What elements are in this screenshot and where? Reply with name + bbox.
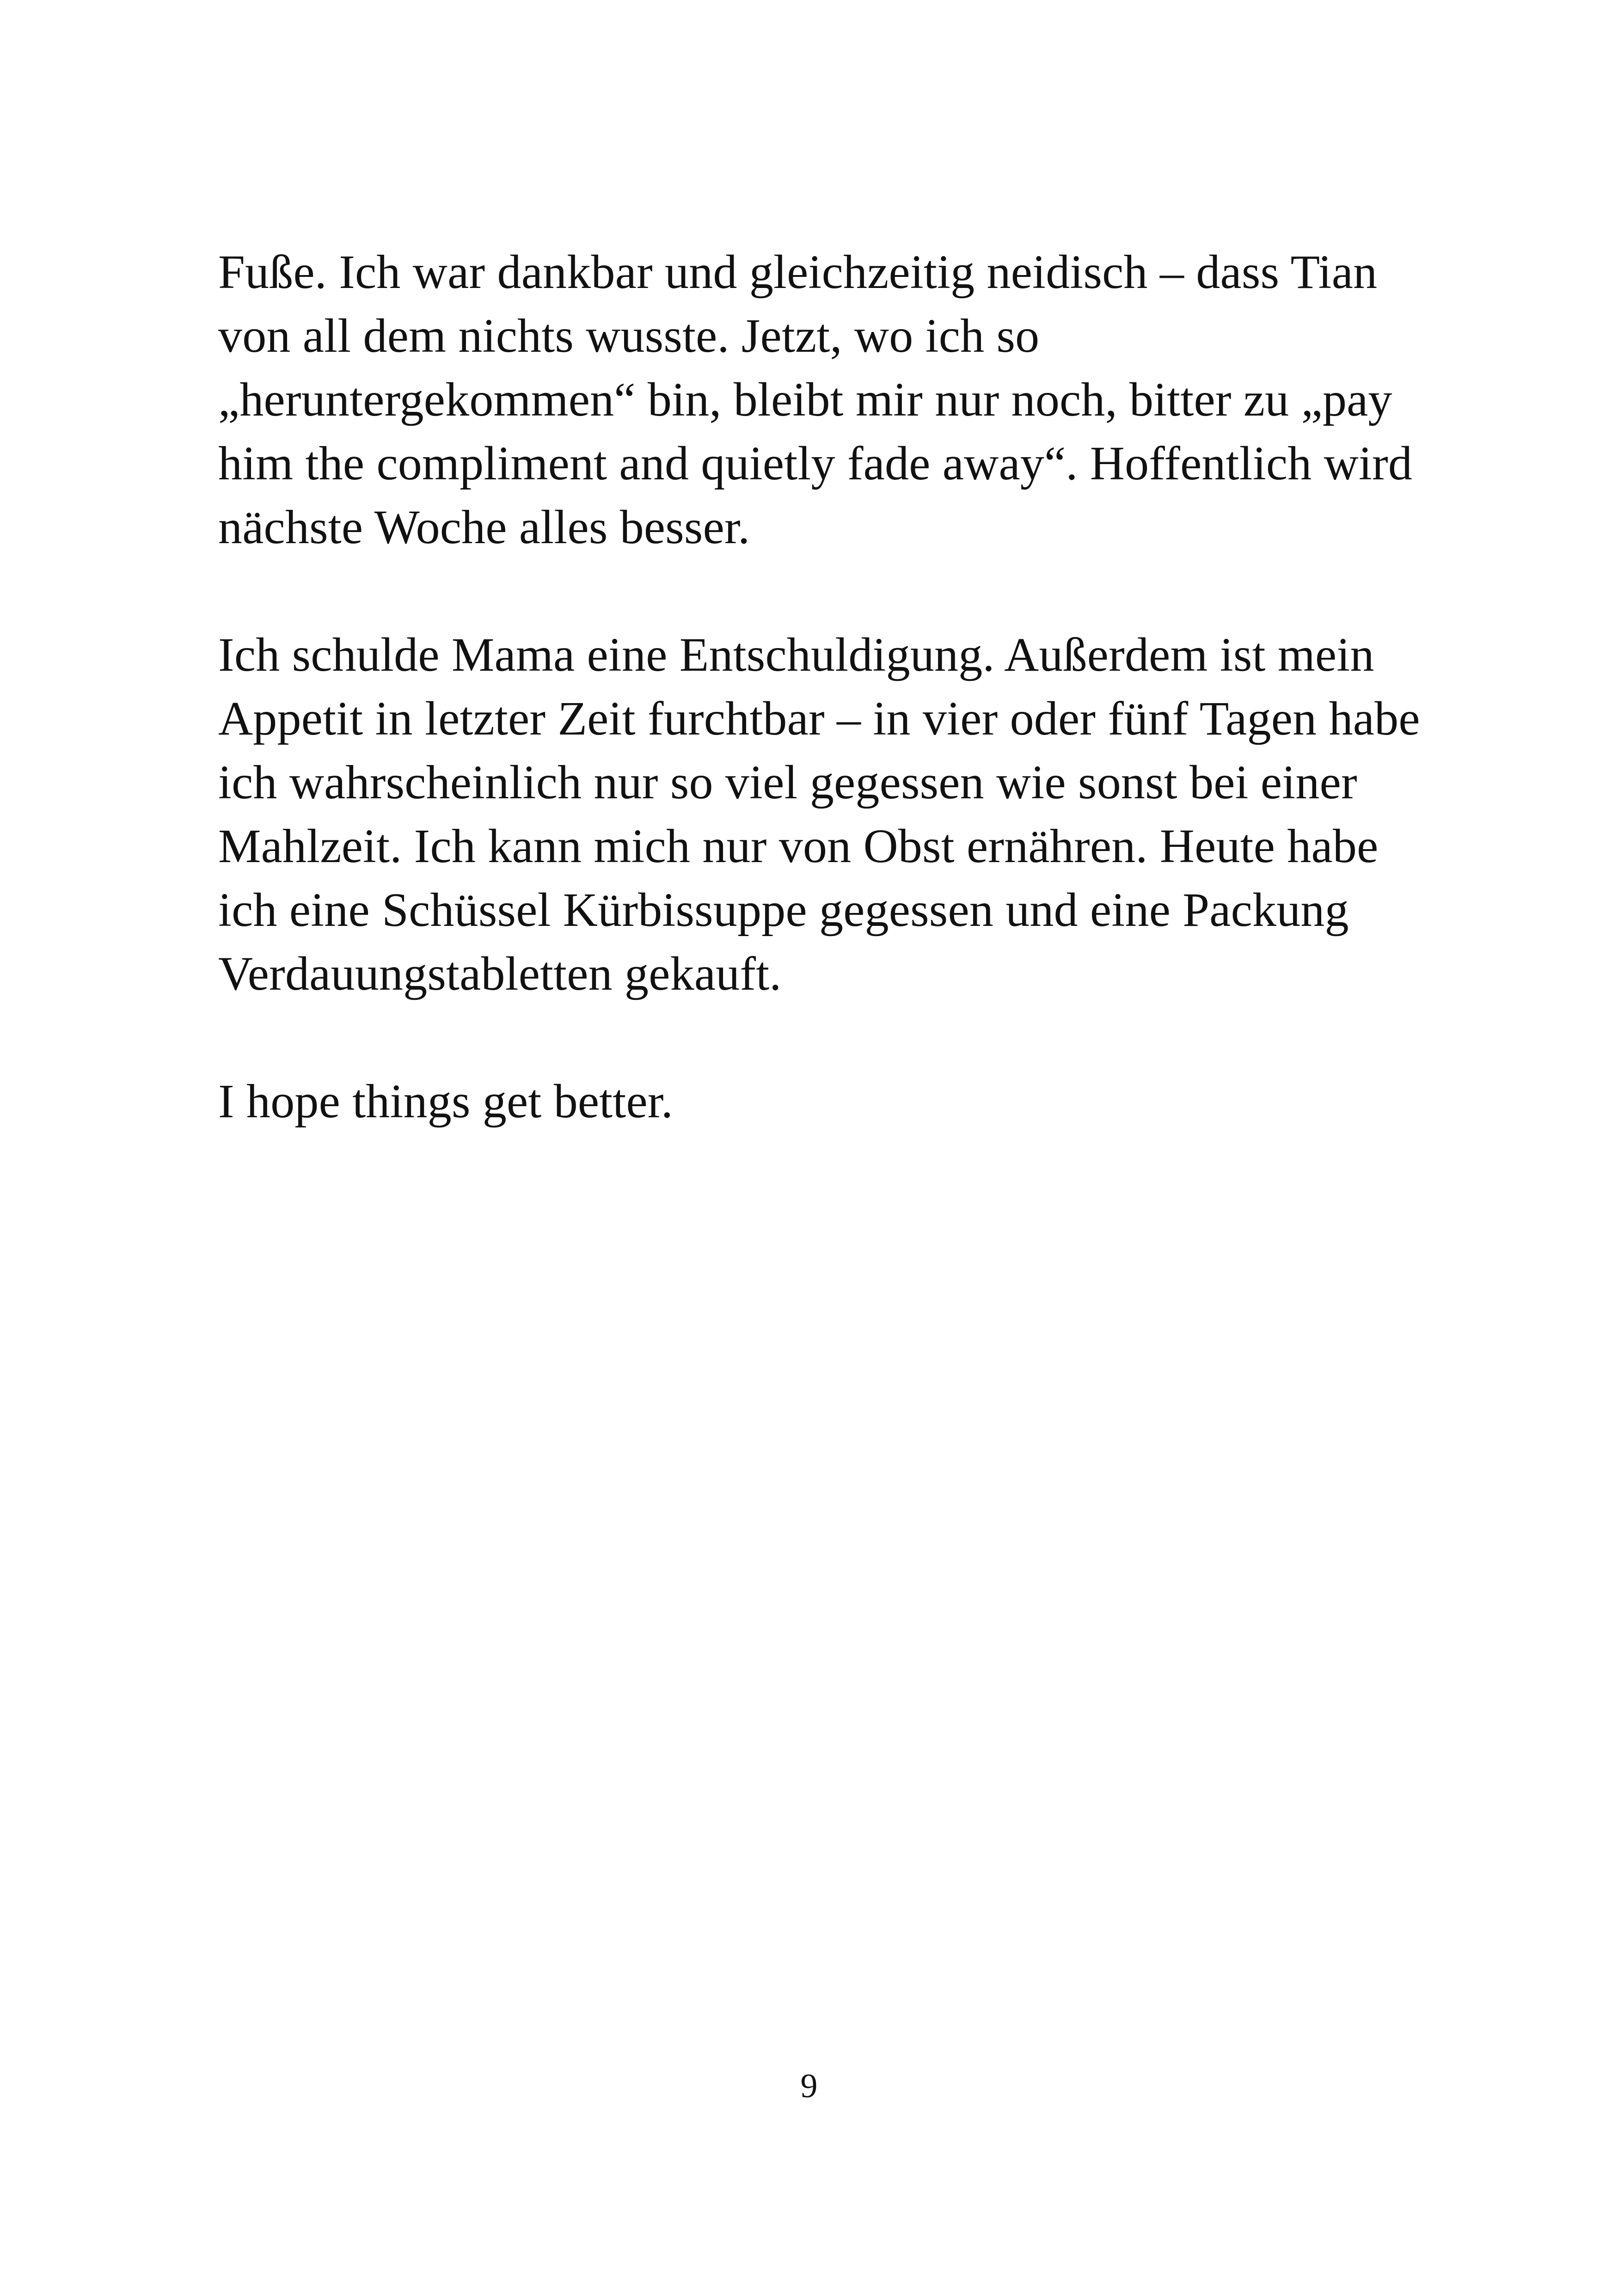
text-line: him the compliment and quietly fade away“. Hoffentlich wird <box>218 437 1413 490</box>
paragraph-2 <box>218 623 1466 1006</box>
text-line: ich wahrscheinlich nur so viel gegessen wie sonst bei einer <box>218 756 1357 809</box>
text-line: Appetit in letzter Zeit furchtbar – in vier oder fünf Tagen habe <box>218 692 1420 745</box>
page-number: 9 <box>800 2067 818 2105</box>
text-line: „heruntergekommen“ bin, bleibt mir nur noch, bitter zu „pay <box>218 373 1392 426</box>
text-line: Ich schulde Mama eine Entschuldigung. Außerdem ist mein <box>218 628 1374 681</box>
text-line: Verdauungstabletten gekauft. <box>218 947 782 1000</box>
text-line: I hope things get better. <box>218 1075 674 1128</box>
text-line: Mahlzeit. Ich kann mich nur von Obst ernähren. Heute habe <box>218 820 1379 873</box>
text-line: von all dem nichts wusste. Jetzt, wo ich so <box>218 309 1040 362</box>
body-text <box>218 240 1466 1197</box>
paragraph-3 <box>218 1070 1466 1133</box>
paragraph-1 <box>218 240 1466 559</box>
text-line: nächste Woche alles besser. <box>218 501 750 554</box>
text-line: ich eine Schüssel Kürbissuppe gegessen und eine Packung <box>218 883 1349 937</box>
text-line: Fuße. Ich war dankbar und gleichzeitig neidisch – dass Tian <box>218 245 1378 299</box>
